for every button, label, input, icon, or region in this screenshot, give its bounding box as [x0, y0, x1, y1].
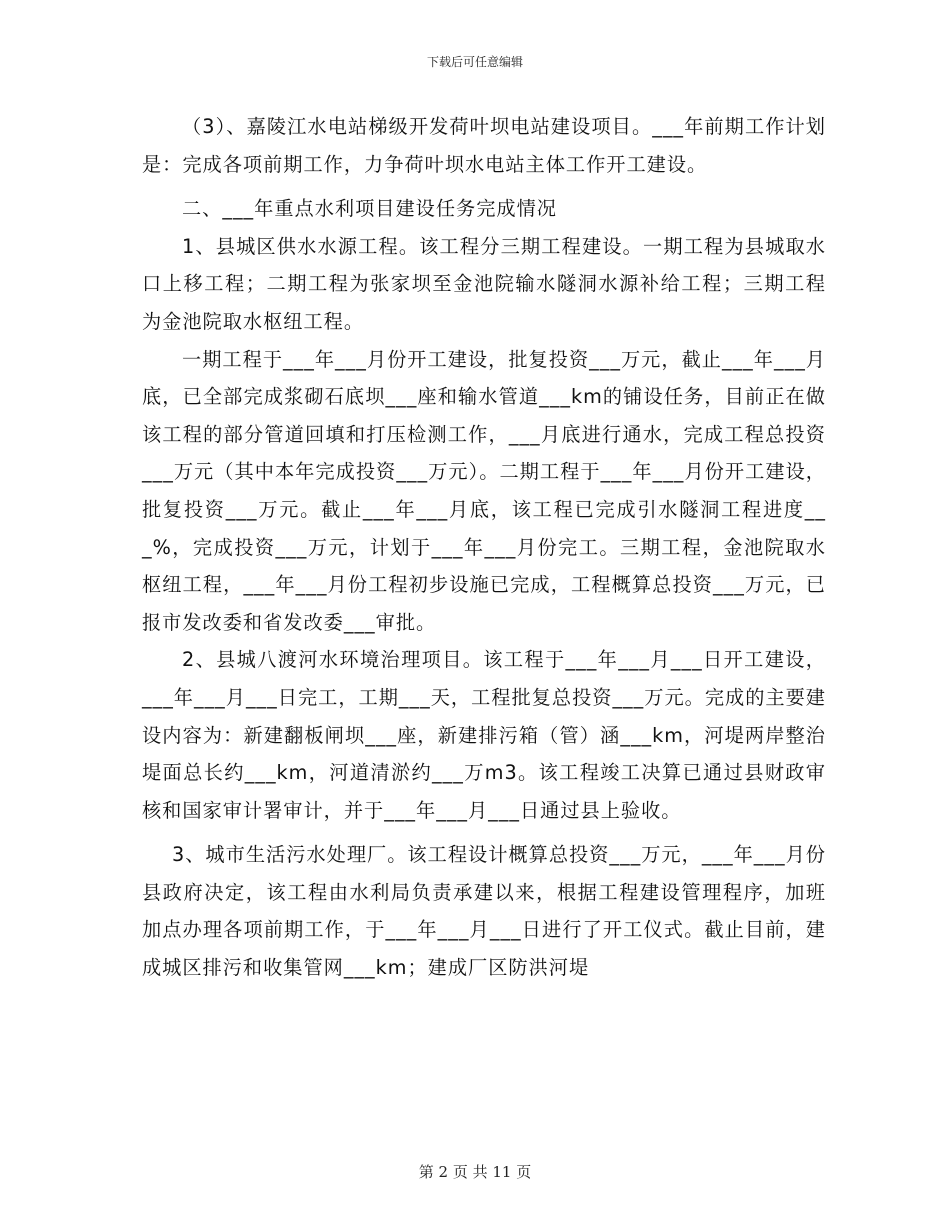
paragraph-water-source: 1、县城区供水水源工程。该工程分三期工程建设。一期工程为县城取水口上移工程；二期工程为张家坝至金池院输水隧洞水源补给工程；三期工程为金池院取水枢纽工程。 — [142, 234, 826, 333]
page-footer: 第 2 页 共 11 页 — [418, 1163, 532, 1181]
paragraph-river-treatment: 2、县城八渡河水环境治理项目。该工程于___年___月___日开工建设，___年___月___日完工，工期___天，工程批复总投资___万元。完成的主要建设内容为：新建翻板闸坝___座，新建排污箱（管）涵___km，河堤两岸整治堤面总长约___km，河道清淤约___万m3。该工程竣工决算已通过县财政审核和国家审计署审计，并于___年___月___日通过县上验收。 — [142, 648, 826, 822]
paragraph-phases: 一期工程于___年___月份开工建设，批复投资___万元，截止___年___月底，已全部完成浆砌石底坝___座和输水管道___km的铺设任务，目前正在做该工程的部分管道回填和打压检测工作，___月底进行通水，完成工程总投资___万元（其中本年完成投资___万元）。二期工程于___年___月份开工建设，批复投资___万元。截止___年___月底，该工程已完成引水隧洞工程进度___%，完成投资___万元，计划于___年___月份完工。三期工程，金池院取水枢纽工程，___年___月份工程初步设施已完成，工程概算总投资___万元，已报市发改委和省发改委___审批。 — [142, 347, 826, 634]
section-heading: 二、___年重点水利项目建设任务完成情况 — [182, 197, 557, 221]
document-body — [142, 108, 826, 987]
paragraph-project-3: （3）、嘉陵江水电站梯级开发荷叶坝电站建设项目。___年前期工作计划是：完成各项前期工作，力争荷叶坝水电站主体工作开工建设。 — [142, 115, 826, 176]
paragraph-sewage-plant: 3、城市生活污水处理厂。该工程设计概算总投资___万元，___年___月份县政府决定，该工程由水利局负责承建以来，根据工程建设管理程序，加班加点办理各项前期工作，于___年___月___日进行了开工仪式。截止目前，建成城区排污和收集管网___km；建成厂区防洪河堤 — [142, 843, 826, 980]
page-header: 下载后可任意编辑 — [426, 55, 523, 69]
